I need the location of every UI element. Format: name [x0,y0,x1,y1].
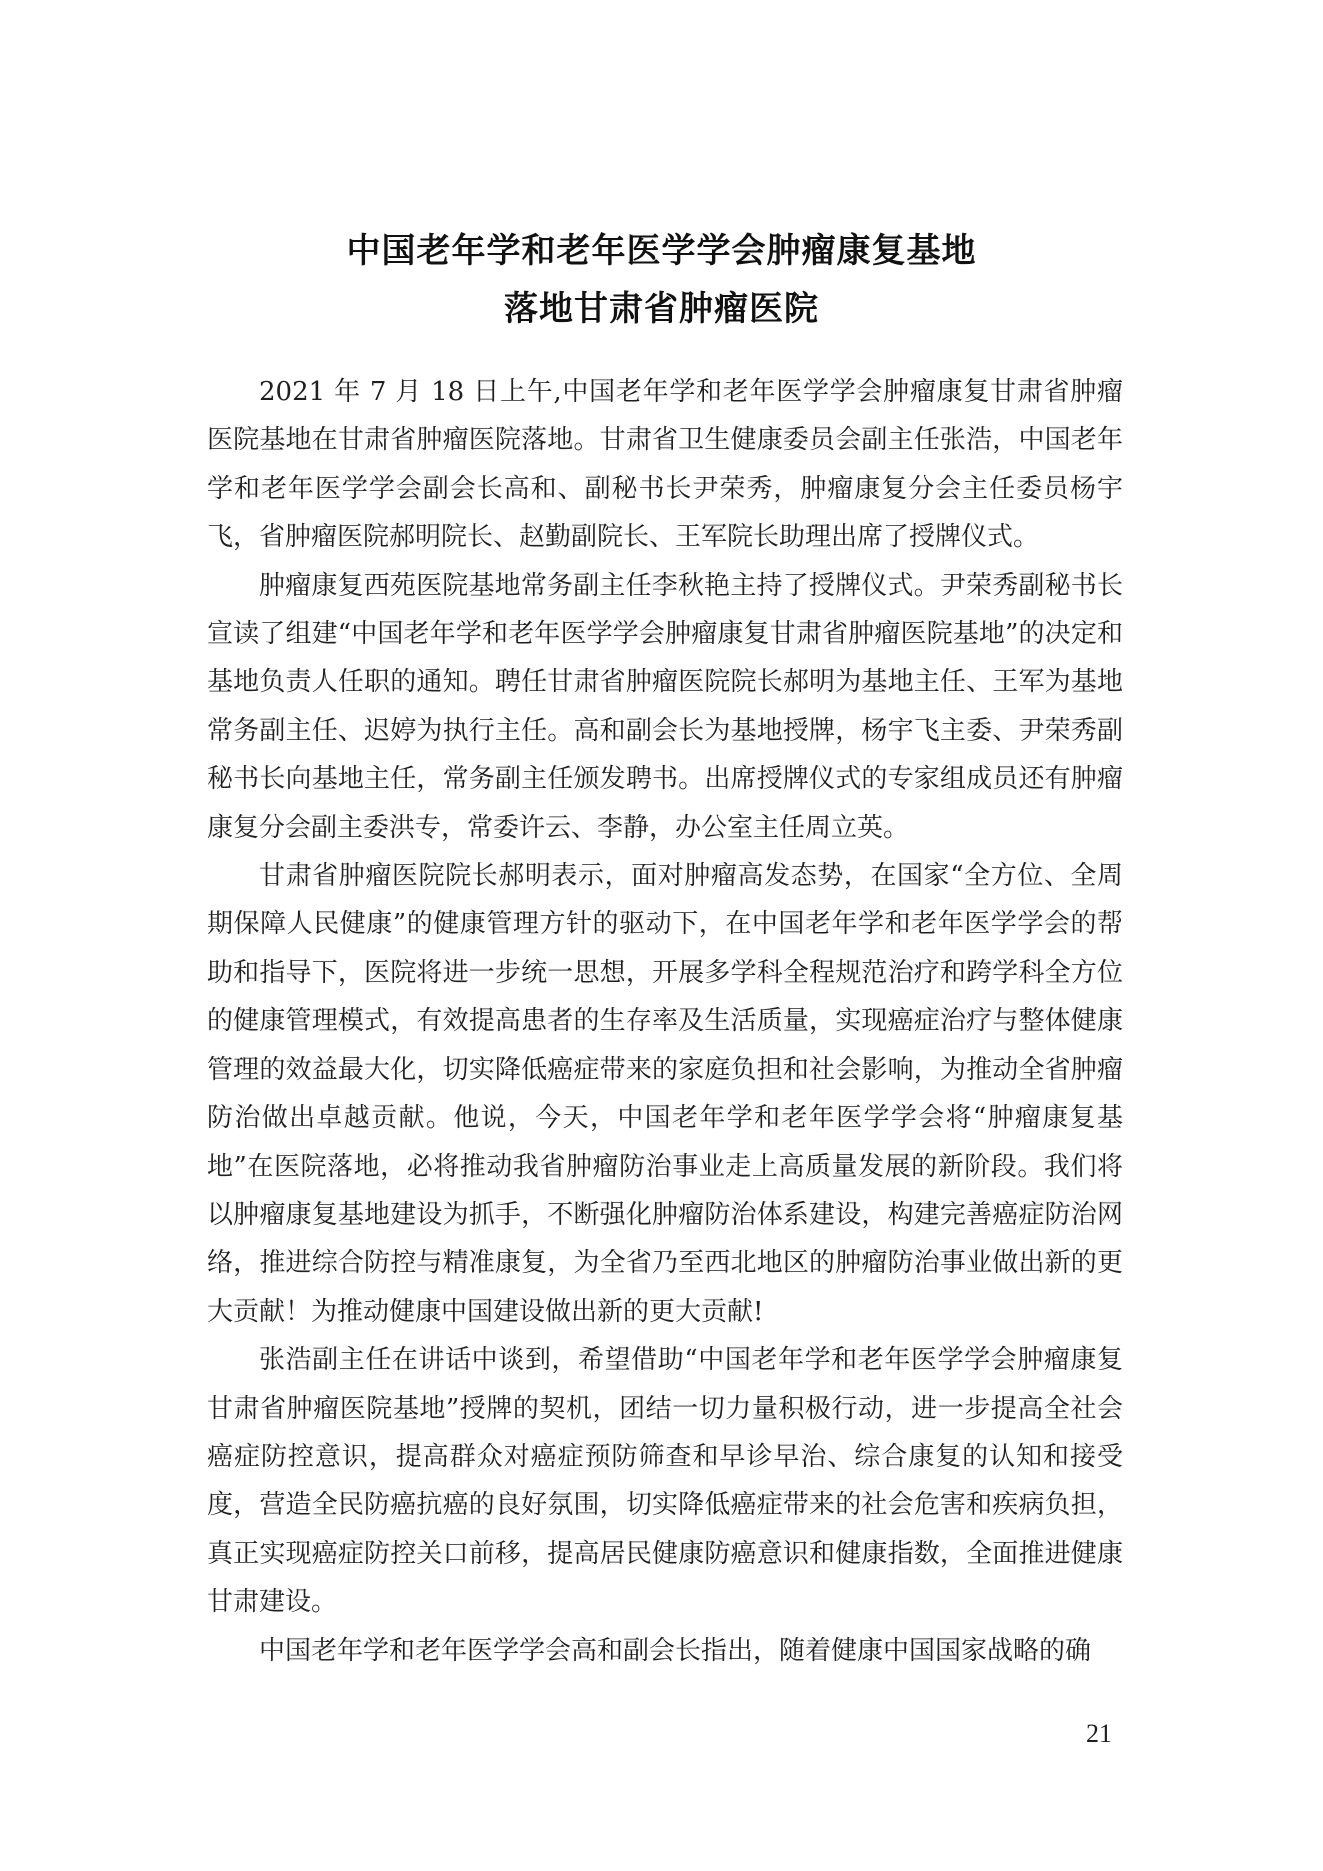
paragraph-5: 中国老年学和老年医学学会高和副会长指出，随着健康中国国家战略的确 [259,1635,1092,1666]
article-title [0,222,1323,338]
title-line-2: 落地甘肃省肿瘤医院 [504,289,819,329]
paragraph-3: 甘肃省肿瘤医院院长郝明表示，面对肿瘤高发态势，在国家“全方位、全周期保障人民健康”的健康管理方针的驱动下，在中国老年学和老年医学学会的帮助和指导下，医院将进一步统一思想，开展多学科全程规范治疗和跨学科全方位的健康管理模式，有效提高患者的生存率及生活质量，实现癌症治疗与整体健康管理的效益最大化，切实降低癌症带来的家庭负担和社会影响，为推动全省肿瘤防治做出卓越贡献。他说，今天，中国老年学和老年医学学会将“肿瘤康复基地”在医院落地，必将推动我省肿瘤防治事业走上高质量发展的新阶段。我们将以肿瘤康复基地建设为抓手，不断强化肿瘤防治体系建设，构建完善癌症防治网络，推进综合防控与精准康复，为全省乃至西北地区的肿瘤防治事业做出新的更大贡献！为推动健康中国建设做出新的更大贡献! [207,861,1123,1327]
title-line-1: 中国老年学和老年医学学会肿瘤康复基地 [346,231,977,271]
paragraph-2: 肿瘤康复西苑医院基地常务副主任李秋艳主持了授牌仪式。尹荣秀副秘书长宣读了组建“中国老年学和老年医学学会肿瘤康复甘肃省肿瘤医院基地”的决定和基地负责人任职的通知。聘任甘肃省肿瘤医院院长郝明为基地主任、王军为基地常务副主任、迟婷为执行主任。高和副会长为基地授牌，杨宇飞主委、尹荣秀副秘书长向基地主任，常务副主任颁发聘书。出席授牌仪式的专家组成员还有肿瘤康复分会副主委洪专，常委许云、李静，办公室主任周立英。 [207,570,1123,843]
paragraph-1: 2021 年 7 月 18 日上午,中国老年学和老年医学学会肿瘤康复甘肃省肿瘤医院基地在甘肃省肿瘤医院落地。甘肃省卫生健康委员会副主任张浩，中国老年学和老年医学学会副会长高和、副秘书长尹荣秀，肿瘤康复分会主任委员杨宇飞，省肿瘤医院郝明院长、赵勤副院长、王军院长助理出席了授牌仪式。 [207,377,1123,553]
paragraph-4: 张浩副主任在讲话中谈到，希望借助“中国老年学和老年医学学会肿瘤康复甘肃省肿瘤医院基地”授牌的契机，团结一切力量积极行动，进一步提高全社会癌症防控意识，提高群众对癌症预防筛查和早诊早治、综合康复的认知和接受度，营造全民防癌抗癌的良好氛围，切实降低癌症带来的社会危害和疾病负担，真正实现癌症防控关口前移，提高居民健康防癌意识和健康指数，全面推进健康甘肃建设。 [207,1345,1123,1618]
article-body [207,368,1123,1675]
page-number: 21 [1086,1719,1112,1748]
